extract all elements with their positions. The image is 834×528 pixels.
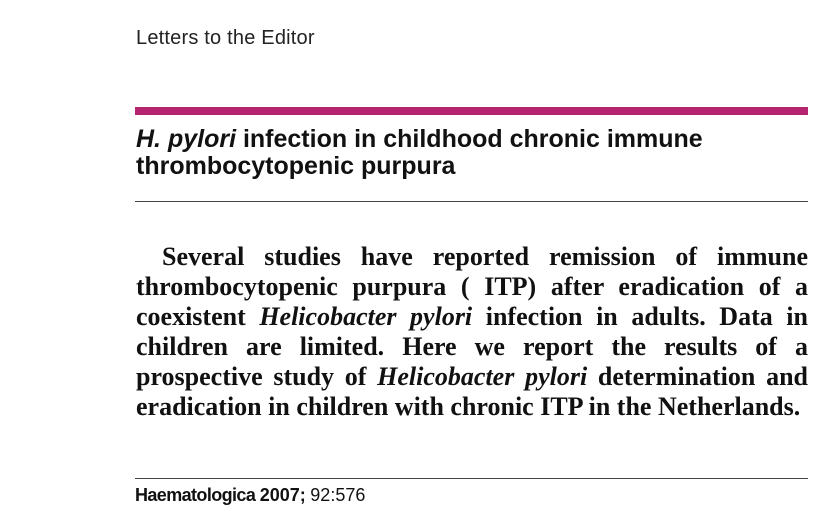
- abstract-text-3: determination and eradication in children with chronic ITP in the Netherlands.: [136, 362, 808, 421]
- section-label: Letters to the Editor: [136, 27, 315, 49]
- abstract: [136, 242, 808, 422]
- citation-pages: 92:576: [310, 485, 366, 505]
- abstract-italic-1: Helicobacter pylori: [259, 302, 473, 331]
- citation: [135, 485, 365, 506]
- citation-divider: [135, 478, 808, 479]
- abstract-text-1: Several studies have reported remission of immune thrombocytopenic purpura ( ITP) after eradication of a coexistent: [136, 242, 808, 331]
- abstract-text-2: infection in adults. Data in children are limited. Here we report the results of a prospective study of: [136, 302, 808, 391]
- accent-rule: [135, 107, 808, 115]
- abstract-italic-2: Helicobacter pylori: [377, 362, 588, 391]
- title-italic: H. pylori: [136, 125, 237, 153]
- title-divider: [135, 201, 808, 202]
- citation-year: 2007;: [259, 485, 306, 505]
- title-text: infection in childhood chronic immune thrombocytopenic purpura: [136, 125, 703, 180]
- journal-name: Haematologica: [135, 485, 256, 505]
- article-title: [136, 126, 808, 180]
